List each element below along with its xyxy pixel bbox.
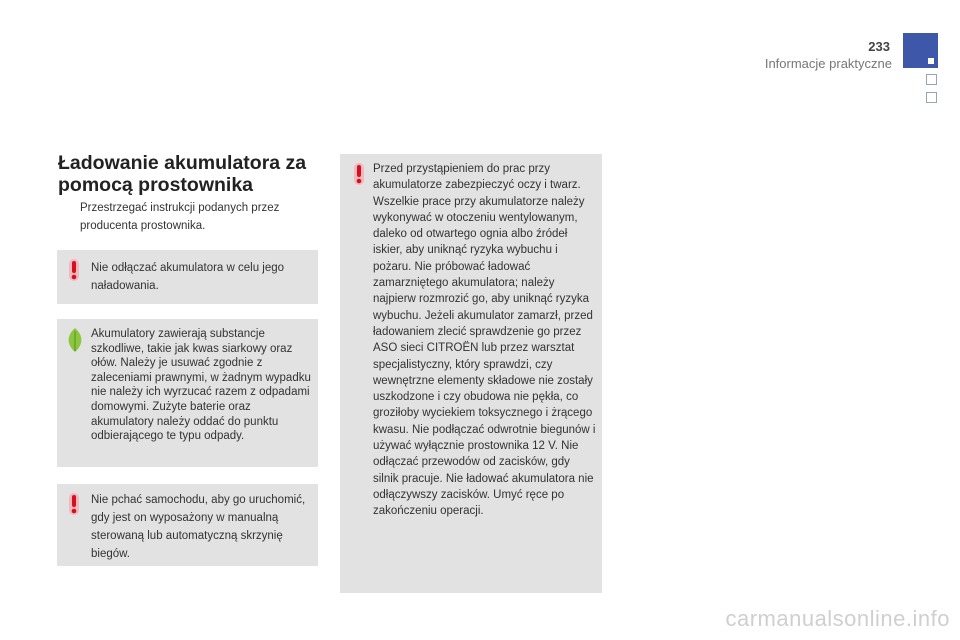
marker-dot: [928, 58, 934, 64]
warning-text-safety: Przed przystąpieniem do prac przy akumulatorze zabezpieczyć oczy i twarz. Wszelkie prace przy akumulatorze należy wykonywać w otoczeniu wentylowanym, daleko od otwartego ognia albo źródeł iskier, aby uniknąć ryzyka wybuchu i pożaru. Nie próbować ładować zamarzniętego akumulatora; należy najpierw rozmrozić go, aby uniknąć ryzyka wybuchu. Jeżeli akumulator zamarzł, przed ładowaniem zlecić sprawdzenie go przez ASO sieci CITROËN lub przez warsztat specjalistyczny, który sprawdzi, czy wewnętrzne elementy składowe nie zostały uszkodzone i czy obudowa nie pękła, co groziłoby wyciekiem toksycznego i żrącego kwasu. Nie podłączać odwrotnie biegunów i używać wyłącznie prostownika 12 V. Nie odłączać przewodów od zacisków, gdy silnik pracuje. Nie ładować akumulatora nie odłączywszy zacisków. Umyć ręce po zakończeniu operacji.: [373, 163, 596, 518]
eco-text: Akumulatory zawierają substancje szkodliwe, takie jak kwas siarkowy oraz ołów. Należy je usuwać zgodnie z zaleceniami prawnymi, w żadnym wypadku nie należy ich wyrzucać razem z odpadami domowymi. Zużyte baterie oraz akumulatory należy oddać do punktu odbierającego te typu odpady.: [91, 328, 311, 443]
warning-box-push-start: [57, 484, 318, 566]
warning-icon: [63, 493, 85, 515]
warning-icon: [63, 259, 85, 281]
warning-text-push-start: Nie pchać samochodu, aby go uruchomić, gdy jest on wyposażony w manualną sterowaną lub automatyczną skrzynię biegów.: [91, 494, 306, 560]
nav-square-2: [926, 92, 937, 103]
heading-line-2: pomocą prostownika: [58, 174, 254, 196]
eco-info-box: [57, 319, 318, 467]
nav-square-1: [926, 74, 937, 85]
page-number: 233: [868, 39, 890, 54]
heading-line-1: Ładowanie akumulatora za: [58, 152, 307, 174]
leaf-icon: [64, 327, 86, 353]
bullet-text: Przestrzegać instrukcji podanych przez producenta prostownika.: [80, 202, 280, 232]
warning-icon: [348, 163, 370, 185]
warning-box-safety: [340, 154, 602, 593]
section-title: Informacje praktyczne: [764, 56, 892, 71]
warning-text-charging: Nie odłączać akumulatora w celu jego naładowania.: [91, 262, 285, 292]
watermark: carmanualsonline.info: [725, 606, 950, 631]
instruction-bullet: [58, 199, 318, 235]
main-heading: [58, 152, 328, 196]
warning-box-charging: [57, 250, 318, 304]
section-marker: [903, 33, 938, 68]
